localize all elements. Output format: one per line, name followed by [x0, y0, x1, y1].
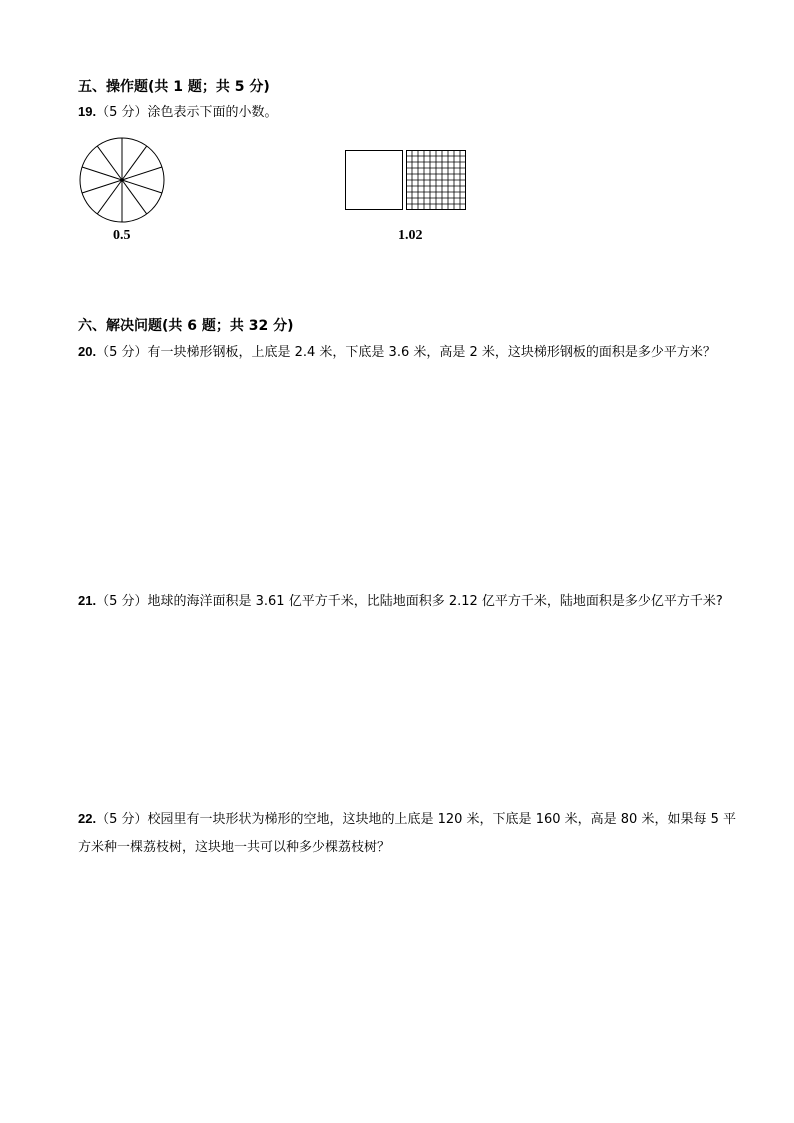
- circle-divider-line: [97, 146, 122, 180]
- grid-figure-label: 1.02: [398, 228, 423, 243]
- square-blank-figure: [345, 150, 403, 210]
- question-19-score: （5 分）: [96, 105, 148, 120]
- question-20-number: 20.: [78, 344, 97, 359]
- circle-figure-label: 0.5: [113, 228, 131, 243]
- question-20: [78, 338, 748, 367]
- section6-title: 六、解决问题(共 6 题；共 32 分): [78, 318, 294, 334]
- question-21: [78, 587, 748, 616]
- question-21-text: 地球的海洋面积是 3.61 亿平方千米，比陆地面积多 2.12 亿平方千米，陆地面积是多少亿平方千米?: [147, 594, 723, 609]
- circle-tenths-figure: [78, 136, 166, 224]
- question-20-text: 有一块梯形钢板，上底是 2.4 米，下底是 3.6 米，高是 2 米，这块梯形钢板的面积是多少平方米？: [147, 345, 716, 360]
- circle-divider-line: [122, 146, 147, 180]
- circle-divider-line: [122, 180, 162, 193]
- question-19-number: 19.: [78, 104, 97, 119]
- question-21-score: （5 分）: [96, 594, 148, 609]
- question-20-score: （5 分）: [96, 345, 148, 360]
- question-22-score: （5 分）: [96, 812, 148, 827]
- circle-divider-line: [122, 167, 162, 180]
- question-22-text: 校园里有一块形状为梯形的空地，这块地的上底是 120 米，下底是 160 米，高是 80 米，如果每 5 平方米种一棵荔枝树，这块地一共可以种多少棵荔枝树？: [78, 812, 736, 855]
- question-19: [78, 98, 748, 127]
- question-22: [78, 805, 748, 862]
- circle-divider-line: [82, 167, 122, 180]
- section5-title: 五、操作题(共 1 题；共 5 分): [78, 79, 270, 95]
- circle-divider-line: [82, 180, 122, 193]
- circle-divider-line: [122, 180, 147, 214]
- question-21-number: 21.: [78, 593, 97, 608]
- square-grid-figure: [406, 150, 466, 210]
- question-19-text: 涂色表示下面的小数。: [147, 105, 278, 120]
- question-22-number: 22.: [78, 811, 97, 826]
- circle-divider-line: [97, 180, 122, 214]
